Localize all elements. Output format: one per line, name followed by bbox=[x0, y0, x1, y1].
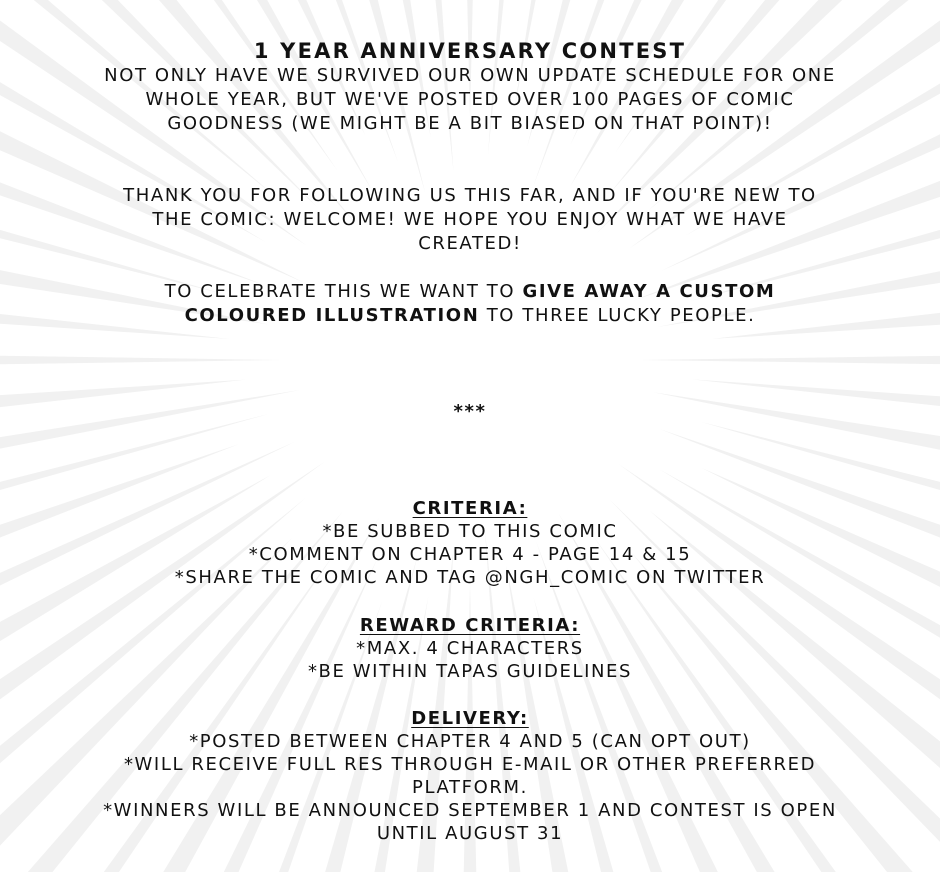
reward-criteria-item: *MAX. 4 CHARACTERS bbox=[356, 638, 584, 659]
reward-criteria-section bbox=[100, 614, 840, 683]
reward-criteria-item: *BE WITHIN TAPAS GUIDELINES bbox=[307, 661, 633, 682]
delivery-section bbox=[100, 707, 840, 845]
delivery-item: *POSTED BETWEEN CHAPTER 4 AND 5 (CAN OPT OUT) bbox=[189, 731, 751, 752]
criteria-item: *BE SUBBED TO THIS COMIC bbox=[322, 521, 618, 542]
page-title: 1 YEAR ANNIVERSARY CONTEST bbox=[253, 39, 687, 63]
delivery-item: *WINNERS WILL BE ANNOUNCED SEPTEMBER 1 AND CONTEST IS OPEN UNTIL AUGUST 31 bbox=[103, 800, 837, 844]
giveaway-highlight: GIVE AWAY A CUSTOM COLOURED ILLUSTRATION bbox=[184, 281, 776, 326]
criteria-section bbox=[100, 497, 840, 589]
reward-criteria-heading: REWARD CRITERIA: bbox=[359, 615, 581, 636]
intro-paragraph-3-end: TO THREE LUCKY PEOPLE. bbox=[479, 305, 756, 326]
intro-paragraph-2: THANK YOU FOR FOLLOWING US THIS FAR, AND IF YOU'RE NEW TO THE COMIC: WELCOME! WE HOPE YOU ENJOY WHAT WE HAVE CREATED! bbox=[123, 185, 817, 254]
section-separator: *** bbox=[453, 401, 487, 422]
intro-paragraph-1: NOT ONLY HAVE WE SURVIVED OUR OWN UPDATE SCHEDULE FOR ONE WHOLE YEAR, BUT WE'VE POSTED OVER 100 PAGES OF COMIC GOODNESS (WE MIGHT BE A BIT BIASED ON THAT POINT)! bbox=[104, 65, 836, 134]
criteria-item: *SHARE THE COMIC AND TAG @NGH_COMIC ON TWITTER bbox=[174, 567, 766, 588]
delivery-item: *WILL RECEIVE FULL RES THROUGH E-MAIL OR OTHER PREFERRED PLATFORM. bbox=[123, 754, 817, 798]
criteria-item: *COMMENT ON CHAPTER 4 - PAGE 14 & 15 bbox=[248, 544, 692, 565]
intro-paragraph-3 bbox=[100, 280, 840, 328]
burst-ray bbox=[0, 343, 282, 377]
intro-paragraph-3-start: TO CELEBRATE THIS WE WANT TO bbox=[164, 281, 523, 302]
burst-ray bbox=[640, 344, 940, 375]
criteria-heading: CRITERIA: bbox=[412, 498, 528, 519]
delivery-heading: DELIVERY: bbox=[411, 708, 529, 729]
